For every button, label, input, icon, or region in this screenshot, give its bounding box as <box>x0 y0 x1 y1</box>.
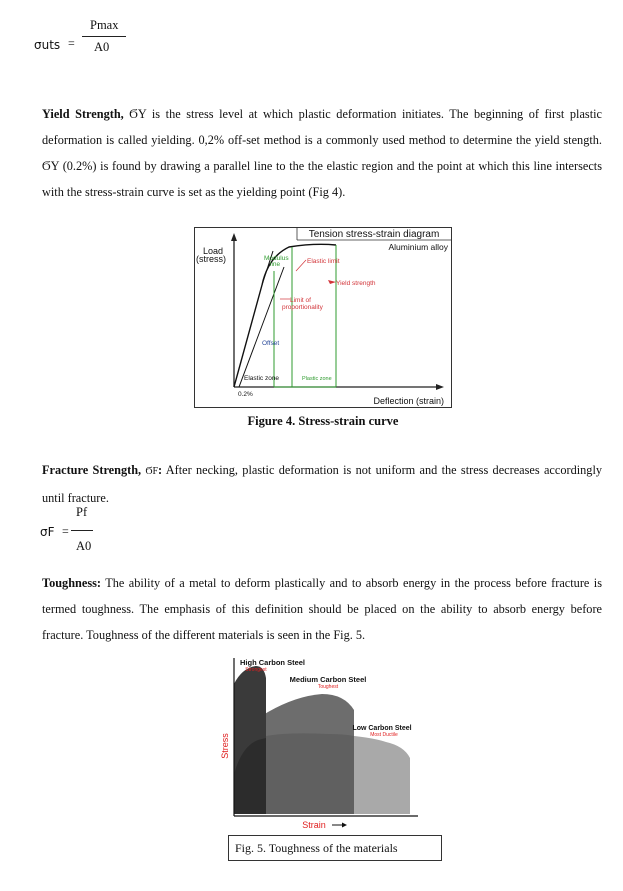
yield-strength-text-1: ϬY is the stress level at which plastic deformation initiates. The beginning of first plastic deformation is called yielding. 0,2% off-set method is a commonly used method to determine the yield stength. <box>42 107 602 147</box>
high-carbon-note: Strongest <box>245 667 267 673</box>
figure5-y-label: Stress <box>220 733 230 759</box>
formula-fracture-denominator: A0 <box>76 539 92 553</box>
figure4-limit-label-2: proportionality <box>282 304 323 311</box>
yield-strength-paragraph <box>42 101 602 205</box>
fracture-symbol: ϬF <box>145 466 159 477</box>
figure4-x-label: Deflection (strain) <box>373 396 444 406</box>
figure4-offset-label: Offset <box>262 340 280 347</box>
formula-fracture-equals: = <box>62 524 69 538</box>
figure5-x-label: Strain <box>302 820 326 830</box>
formula-uts-numerator: Pmax <box>90 18 119 32</box>
low-carbon-note: Most Ductile <box>370 732 398 738</box>
low-over-medium-overlap <box>266 733 354 814</box>
formula-uts-fraction-bar <box>82 36 126 37</box>
fracture-strength-heading: Fracture Strength, <box>42 463 142 477</box>
formula-fracture <box>40 505 130 555</box>
fracture-strength-text: After necking, plastic deformation is not uniform and the stress decreases accordingly until fracture. <box>42 463 603 505</box>
figure4-y-label-2: (stress) <box>196 254 226 264</box>
figure4-elastic-zone-label: Elastic zone <box>244 375 280 382</box>
figure4-title: Tension stress-strain diagram <box>308 229 440 240</box>
high-carbon-label: High Carbon Steel <box>240 658 306 667</box>
formula-uts-equals: = <box>68 36 75 50</box>
fracture-colon: : <box>158 463 163 477</box>
figure4-y-label-1: Load <box>203 246 224 256</box>
figure4-caption: Figure 4. Stress-strain curve <box>247 414 399 428</box>
figure4-modulus-label-1: Modulus <box>264 255 289 262</box>
formula-uts <box>30 14 150 64</box>
low-carbon-label: Low Carbon Steel <box>352 725 412 732</box>
yield-strength-heading: Yield Strength, <box>42 107 124 121</box>
formula-uts-lhs: σuts <box>34 38 61 52</box>
yield-strength-text-2: (0.2%) is found by drawing a parallel line to the the elastic region and the point at which this line intersects with the stress-strain curve is set as the yielding point (Fig 4). <box>42 159 602 199</box>
toughness-paragraph <box>42 570 602 648</box>
figure5-x-label-arrowhead <box>342 823 347 828</box>
figure4-limit-label-1: Limit of <box>290 297 311 304</box>
medium-carbon-label: Medium Carbon Steel <box>289 675 367 684</box>
toughness-chart <box>218 654 444 834</box>
figure4-plastic-zone-label: Plastic zone <box>302 376 332 382</box>
figure4-elastic-limit-label: Elastic limit <box>307 258 340 265</box>
formula-fracture-fraction-bar <box>71 530 93 531</box>
figure5-caption: Fig. 5. Toughness of the materials <box>228 835 442 861</box>
toughness-text: The ability of a metal to deform plastically and to absorb energy in the process before fracture is termed toughness. The emphasis of this definition should be placed on the ability to absorb energy before fracture. Toughness of the different materials is seen in the Fig. 5. <box>42 576 602 642</box>
figure4-yield-strength-label: Yield strength <box>336 280 376 287</box>
figure4-modulus-label-2: line <box>270 261 281 268</box>
formula-fracture-lhs: σF <box>40 525 55 539</box>
yield-symbol: ϬY <box>42 159 60 173</box>
fracture-strength-paragraph <box>42 457 602 511</box>
medium-carbon-note: Toughest <box>317 684 339 690</box>
figure4-subtitle: Aluminium alloy <box>388 242 448 252</box>
stress-strain-diagram <box>194 227 452 409</box>
figure4-offset-value: 0.2% <box>238 391 253 398</box>
formula-uts-denominator: A0 <box>94 40 110 54</box>
formula-fracture-numerator: Pf <box>76 505 88 519</box>
toughness-heading: Toughness: <box>42 576 102 590</box>
